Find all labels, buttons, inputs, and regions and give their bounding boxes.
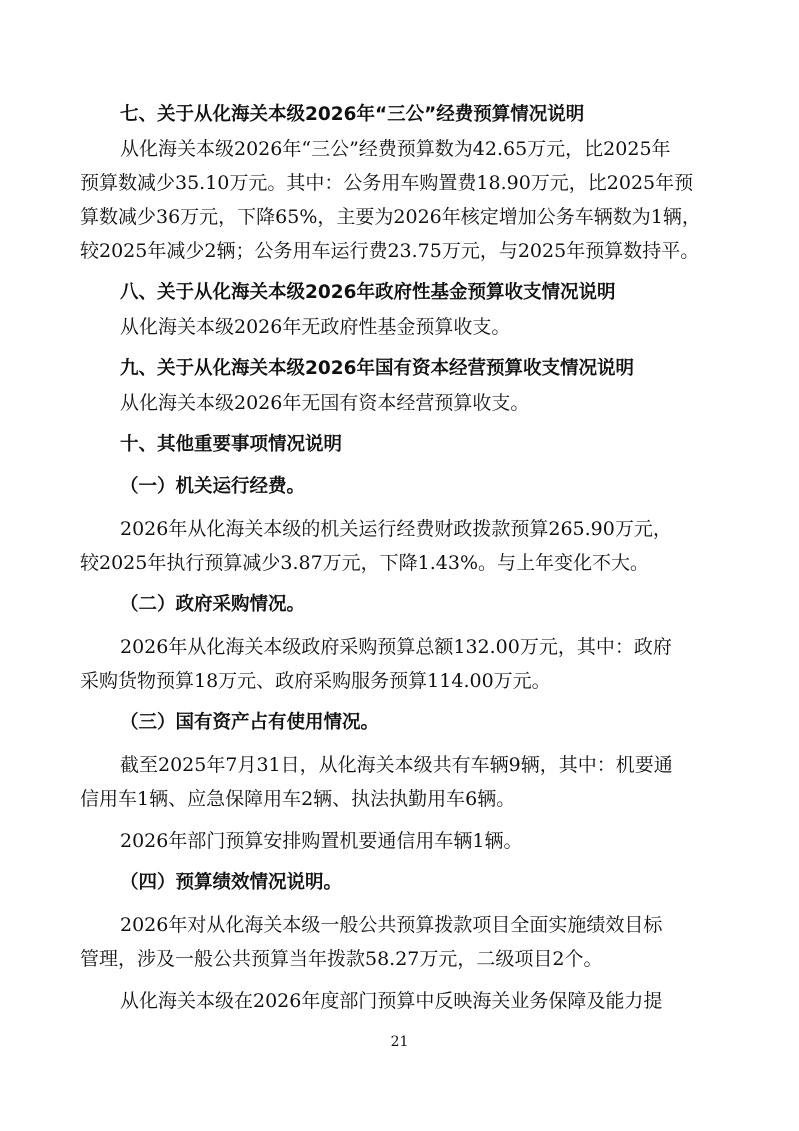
paragraph-line: 信用车1辆、应急保障用车2辆、执法执勤用车6辆。 (80, 788, 516, 810)
subsection-1-heading: （一）机关运行经费。 (120, 476, 306, 497)
page-number: 21 (390, 1034, 409, 1050)
section-10-heading: 十、其他重要事项情况说明 (120, 434, 343, 455)
paragraph-line: 较2025年减少2辆；公务用车运行费23.75万元，与2025年预算数持平。 (80, 240, 700, 262)
paragraph-line: 从化海关本级2026年无国有资本经营预算收支。 (120, 392, 530, 414)
paragraph-line: 预算数减少35.10万元。其中：公务用车购置费18.90万元，比2025年预 (80, 172, 694, 194)
paragraph-line: 2026年对从化海关本级一般公共预算拨款项目全面实施绩效目标 (120, 914, 663, 936)
paragraph-line: 较2025年执行预算减少3.87万元，下降1.43%。与上年变化不大。 (80, 552, 650, 574)
paragraph-line: 从化海关本级2026年无政府性基金预算收支。 (120, 316, 511, 338)
subsection-3-heading: （三）国有资产占有使用情况。 (120, 712, 380, 733)
paragraph-line: 从化海关本级在2026年度部门预算中反映海关业务保障及能力提 (120, 990, 663, 1012)
section-7-heading: 七、关于从化海关本级2026年“三公”经费预算情况说明 (120, 104, 585, 125)
paragraph-line: 2026年部门预算安排购置机要通信用车辆1辆。 (120, 830, 523, 852)
document-body (80, 98, 720, 1018)
subsection-2-heading: （二）政府采购情况。 (120, 594, 306, 615)
section-9-heading: 九、关于从化海关本级2026年国有资本经营预算收支情况说明 (120, 358, 634, 379)
paragraph-line: 采购货物预算18万元、政府采购服务预算114.00万元。 (80, 670, 551, 692)
paragraph-line: 管理，涉及一般公共预算当年拨款58.27万元，二级项目2个。 (80, 948, 603, 970)
paragraph-line: 算数减少36万元，下降65%，主要为2026年核定增加公务车辆数为1辆， (80, 206, 701, 228)
paragraph-line: 截至2025年7月31日，从化海关本级共有车辆9辆，其中：机要通 (120, 754, 673, 776)
subsection-4-heading: （四）预算绩效情况说明。 (120, 872, 343, 893)
paragraph-line: 从化海关本级2026年“三公”经费预算数为42.65万元，比2025年 (120, 138, 671, 160)
paragraph-line: 2026年从化海关本级政府采购预算总额132.00万元，其中：政府 (120, 636, 672, 658)
section-8-heading: 八、关于从化海关本级2026年政府性基金预算收支情况说明 (120, 282, 616, 303)
paragraph-line: 2026年从化海关本级的机关运行经费财政拨款预算265.90万元， (120, 518, 672, 540)
